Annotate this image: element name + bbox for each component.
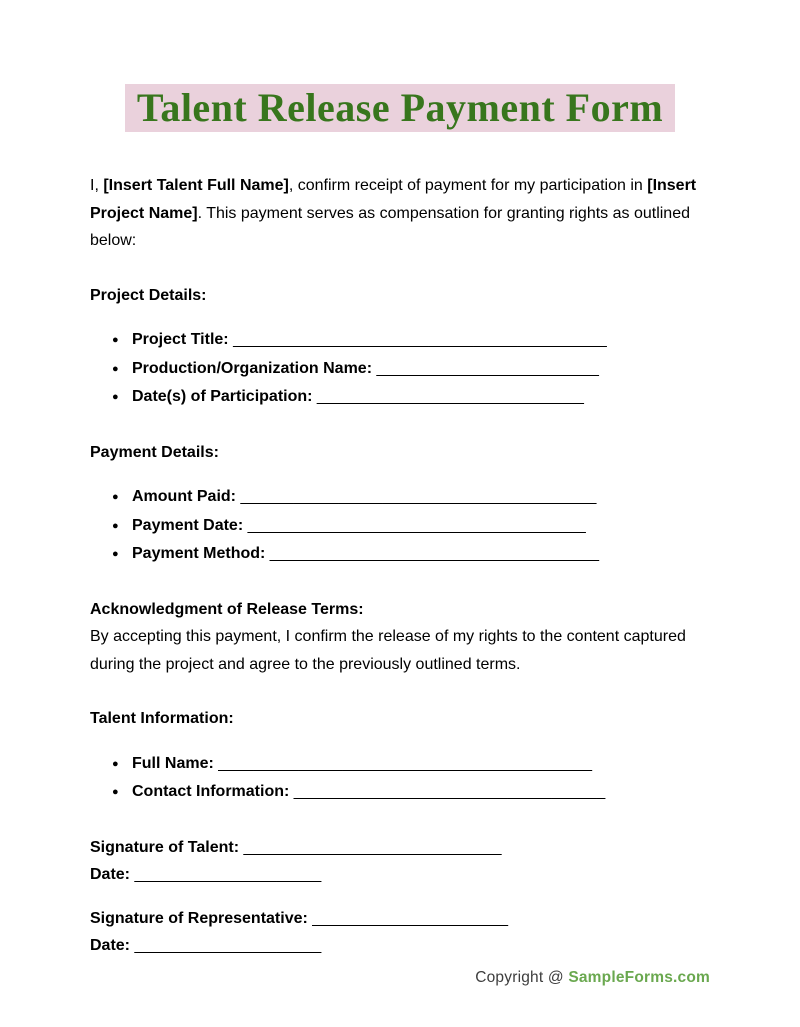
blank-line: _____________________________________ [269, 545, 600, 562]
blank-line: ______________________ [312, 909, 509, 927]
intro-text-1: I, [90, 177, 104, 194]
list-item-full-name [112, 750, 710, 779]
signature-of-representative-line [90, 905, 710, 933]
bullet-icon: ● [112, 491, 119, 503]
field-label: Project Title: [132, 331, 234, 348]
blank-line: __________________________________________ [218, 754, 592, 772]
field-label: Payment Method: [132, 545, 270, 562]
talent-signature-block [90, 834, 710, 889]
acknowledgment-heading: Acknowledgment of Release Terms: [90, 600, 364, 618]
blank-line: ___________________________________ [293, 783, 606, 800]
field-label: Signature of Talent: [90, 838, 244, 856]
acknowledgment-body: By accepting this payment, I confirm the release of my rights to the content captured during the project and agree to the previously outlined terms. [90, 628, 686, 673]
list-item-amount-paid [112, 483, 710, 512]
blank-line: ______________________________________ [247, 516, 586, 534]
document-title-wrap [90, 84, 710, 132]
list-item-participation-dates [112, 383, 710, 412]
project-name-placeholder: [Insert Project Name] [90, 177, 697, 222]
bullet-icon: ● [112, 786, 119, 798]
footer [475, 969, 710, 987]
blank-line: _____________________________ [243, 838, 502, 856]
list-item-contact-information [112, 778, 710, 807]
field-label: Production/Organization Name: [132, 359, 377, 377]
list-item-payment-date [112, 512, 710, 541]
talent-information-list [90, 750, 710, 807]
project-details-heading: Project Details: [90, 286, 207, 304]
blank-line: ______________________________ [316, 388, 584, 405]
intro-paragraph [90, 172, 710, 255]
bullet-icon: ● [112, 548, 119, 560]
representative-signature-block [90, 905, 710, 960]
blank-line: ________________________________________ [240, 488, 597, 505]
field-label: Date(s) of Participation: [132, 388, 317, 405]
talent-information-heading: Talent Information: [90, 710, 234, 727]
blank-line: _____________________ [134, 866, 322, 883]
field-label: Payment Date: [132, 516, 248, 534]
field-label: Date: [90, 937, 135, 954]
field-label: Date: [90, 866, 135, 883]
blank-line: __________________________________________ [233, 331, 607, 348]
list-item-project-title [112, 326, 710, 355]
intro-text-2: , confirm receipt of payment for my participation in [288, 177, 648, 194]
field-label: Full Name: [132, 754, 219, 772]
payment-details-list [90, 483, 710, 569]
signature-of-talent-line [90, 834, 710, 862]
copyright-text: Copyright @ [475, 969, 569, 986]
field-label: Signature of Representative: [90, 909, 313, 927]
field-label: Amount Paid: [132, 488, 241, 505]
talent-name-placeholder: [Insert Talent Full Name] [103, 177, 289, 194]
document-title: Talent Release Payment Form [125, 84, 675, 132]
talent-date-line [90, 861, 710, 889]
representative-date-line [90, 932, 710, 960]
field-label: Contact Information: [132, 783, 294, 800]
intro-text-3: . This payment serves as compensation for granting rights as outlined below: [90, 204, 690, 249]
blank-line: _____________________ [134, 937, 322, 954]
blank-line: _________________________ [376, 359, 599, 377]
bullet-icon: ● [112, 519, 119, 532]
bullet-icon: ● [112, 362, 119, 375]
payment-details-heading: Payment Details: [90, 443, 219, 461]
sampleforms-link[interactable]: SampleForms.com [568, 969, 710, 986]
bullet-icon: ● [112, 334, 119, 346]
list-item-production-name [112, 355, 710, 384]
bullet-icon: ● [112, 757, 119, 770]
project-details-list [90, 326, 710, 412]
bullet-icon: ● [112, 391, 119, 403]
list-item-payment-method [112, 540, 710, 569]
